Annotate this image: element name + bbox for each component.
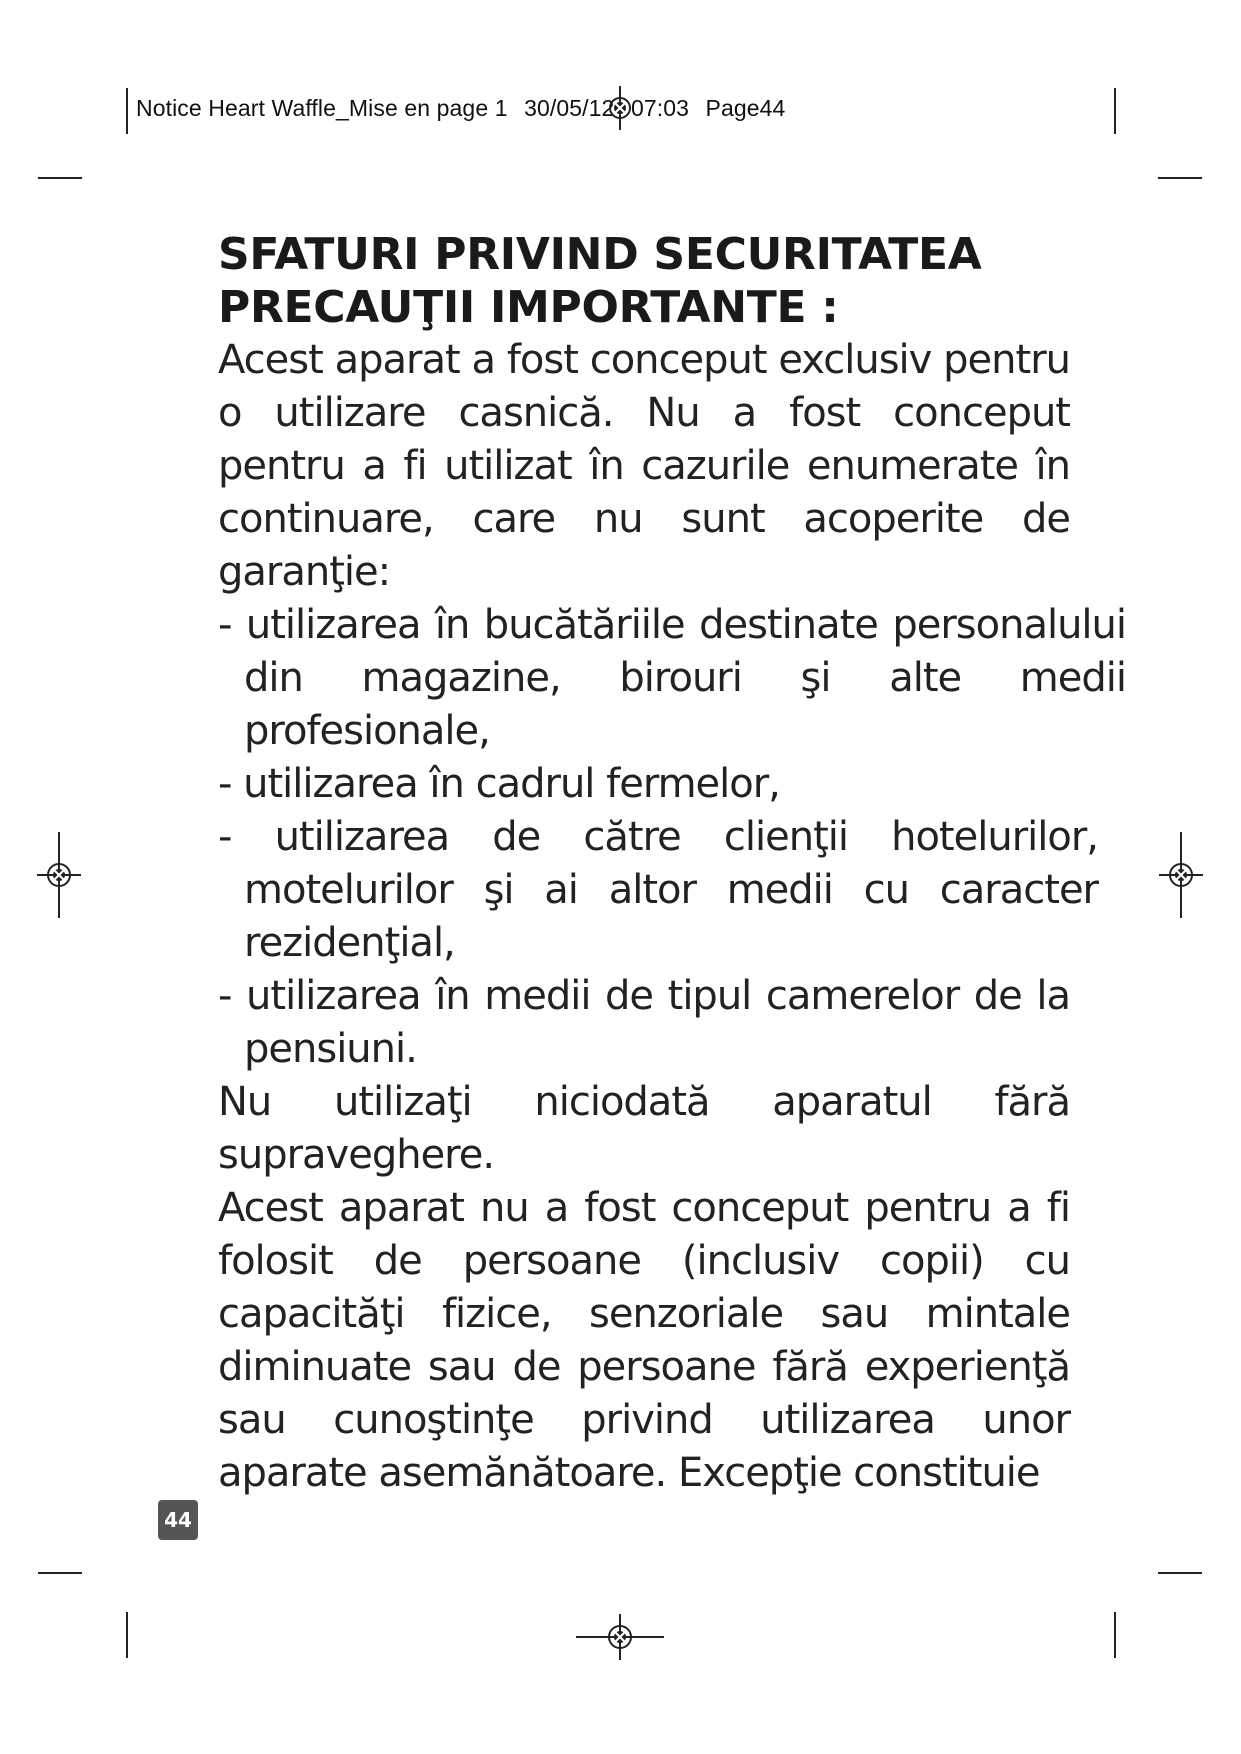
slug-date: 30/05/12: [524, 95, 615, 121]
crop-mark-bottom-left: [126, 1612, 128, 1658]
list-item: - utilizarea de către clienţii hotelurilor, motelurilor şi ai altor medii cu caracter rezidenţial,: [218, 814, 1098, 966]
section-heading: [218, 228, 1070, 334]
heading-line-1: SFATURI PRIVIND SECURITATEA: [218, 229, 982, 280]
heading-line-2: PRECAUŢII IMPORTANTE :: [218, 282, 839, 333]
page-number-badge: 44: [158, 1500, 198, 1540]
list-item: - utilizarea în bucătăriile destinate personalului din magazine, birouri şi alte medii profesionale,: [218, 602, 1126, 754]
supervision-paragraph: Nu utilizaţi niciodată aparatul fără supraveghere.: [218, 1079, 1070, 1178]
crop-mark-top-right: [1114, 88, 1116, 134]
list-item: - utilizarea în cadrul fermelor,: [218, 761, 780, 807]
crop-mark-right-bottom: [1158, 1572, 1202, 1574]
list-item: - utilizarea în medii de tipul camerelor de la pensiuni.: [218, 973, 1070, 1072]
crop-mark-left-top: [38, 177, 82, 179]
crop-mark-left-bottom: [38, 1572, 82, 1574]
slug-page: Page44: [705, 95, 786, 121]
registration-mark-left-icon: [34, 830, 84, 920]
print-slug: [136, 95, 795, 122]
exclusion-list: [218, 599, 1126, 1076]
registration-mark-top-icon: [590, 84, 650, 132]
persons-paragraph: Acest aparat nu a fost conceput pentru a fi folosit de persoane (inclusiv copii) cu capacităţi fizice, senzoriale sau mintale diminuate sau de persoane fără experienţă sau cunoştinţe privind utilizarea unor aparate asemănătoare. Excepţie constituie: [218, 1185, 1070, 1496]
crop-mark-right-top: [1158, 177, 1202, 179]
registration-mark-bottom-icon: [574, 1612, 666, 1662]
slug-file: Notice Heart Waffle_Mise en page 1: [136, 95, 508, 121]
slug-time: 07:03: [630, 95, 689, 121]
crop-mark-bottom-right: [1114, 1612, 1116, 1658]
crop-mark-top-left: [126, 88, 128, 134]
intro-paragraph: Acest aparat a fost conceput exclusiv pentru o utilizare casnică. Nu a fost conceput pentru a fi utilizat în cazurile enumerate în continuare, care nu sunt acoperite de garanţie:: [218, 337, 1070, 595]
registration-mark-right-icon: [1156, 830, 1206, 920]
main-content: [218, 228, 1126, 1500]
